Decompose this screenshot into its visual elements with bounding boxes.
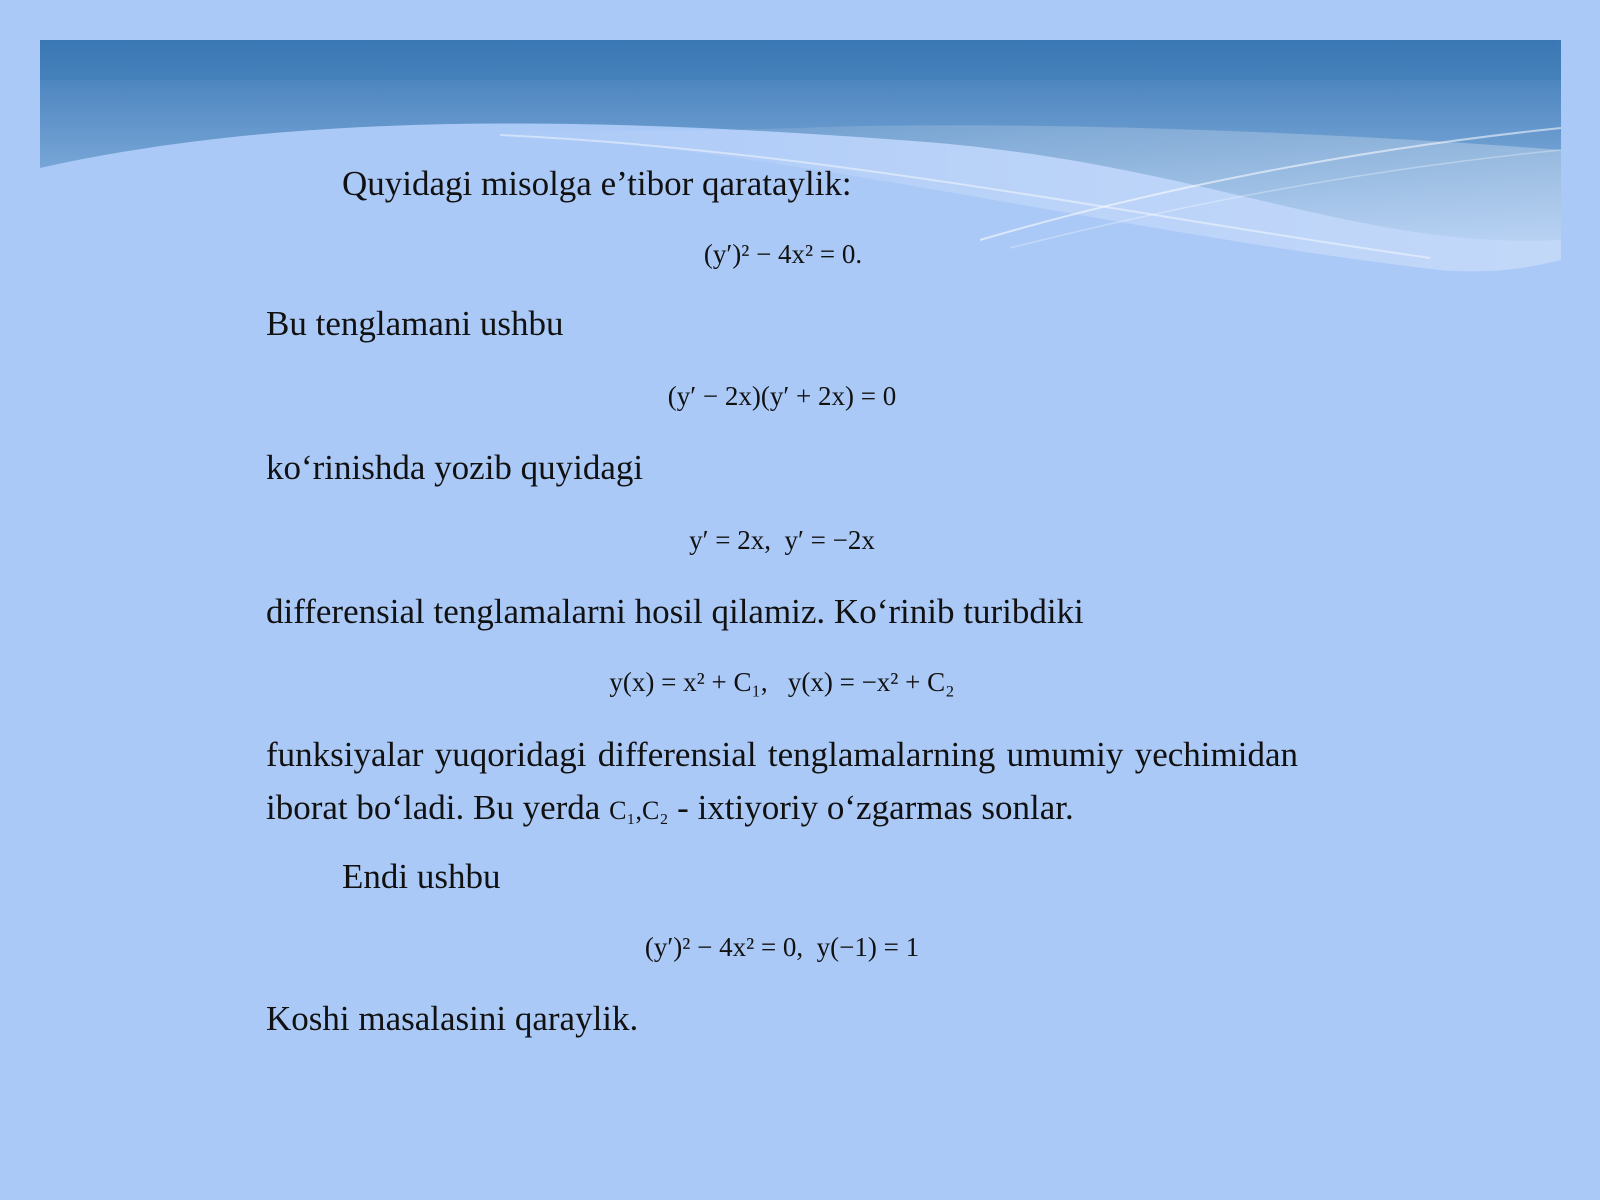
equation-4-text: y(x) = x² + C₁, y(x) = −x² + C₂ — [609, 667, 955, 697]
slide-content — [266, 150, 1298, 1045]
equation-3 — [266, 520, 1298, 560]
line-bu-tenglamani: Bu tenglamani ushbu — [266, 304, 564, 343]
paragraph-funksiyalar — [266, 728, 1298, 837]
equation-2-text: (y′ − 2x)(y′ + 2x) = 0 — [667, 381, 897, 411]
intro-line: Quyidagi misolga e’tibor qarataylik: — [342, 164, 852, 203]
paragraph-funksiyalar-part1: funksiyalar yuqoridagi differensial tenglamalarning umumiy yechimidan iborat bo‘ladi. Bu yerda — [266, 735, 1298, 827]
inline-constants: C₁,C₂ — [609, 796, 669, 825]
equation-3-text: y′ = 2x, y′ = −2x — [689, 525, 875, 555]
paragraph-funksiyalar-part2: - ixtiyoriy o‘zgarmas sonlar. — [677, 788, 1074, 827]
equation-2 — [266, 376, 1298, 416]
equation-1-text: (y′)² − 4x² = 0. — [703, 239, 863, 269]
equation-1 — [266, 234, 1298, 274]
line-endi-ushbu: Endi ushbu — [342, 857, 501, 896]
equation-4 — [266, 662, 1298, 702]
line-differensial: differensial tenglamalarni hosil qilamiz. Ko‘rinib turibdiki — [266, 592, 1084, 631]
line-korinishda: ko‘rinishda yozib quyidagi — [266, 448, 644, 487]
equation-5 — [266, 927, 1298, 967]
line-koshi: Koshi masalasini qaraylik. — [266, 999, 639, 1038]
equation-5-text: (y′)² − 4x² = 0, y(−1) = 1 — [644, 932, 920, 962]
